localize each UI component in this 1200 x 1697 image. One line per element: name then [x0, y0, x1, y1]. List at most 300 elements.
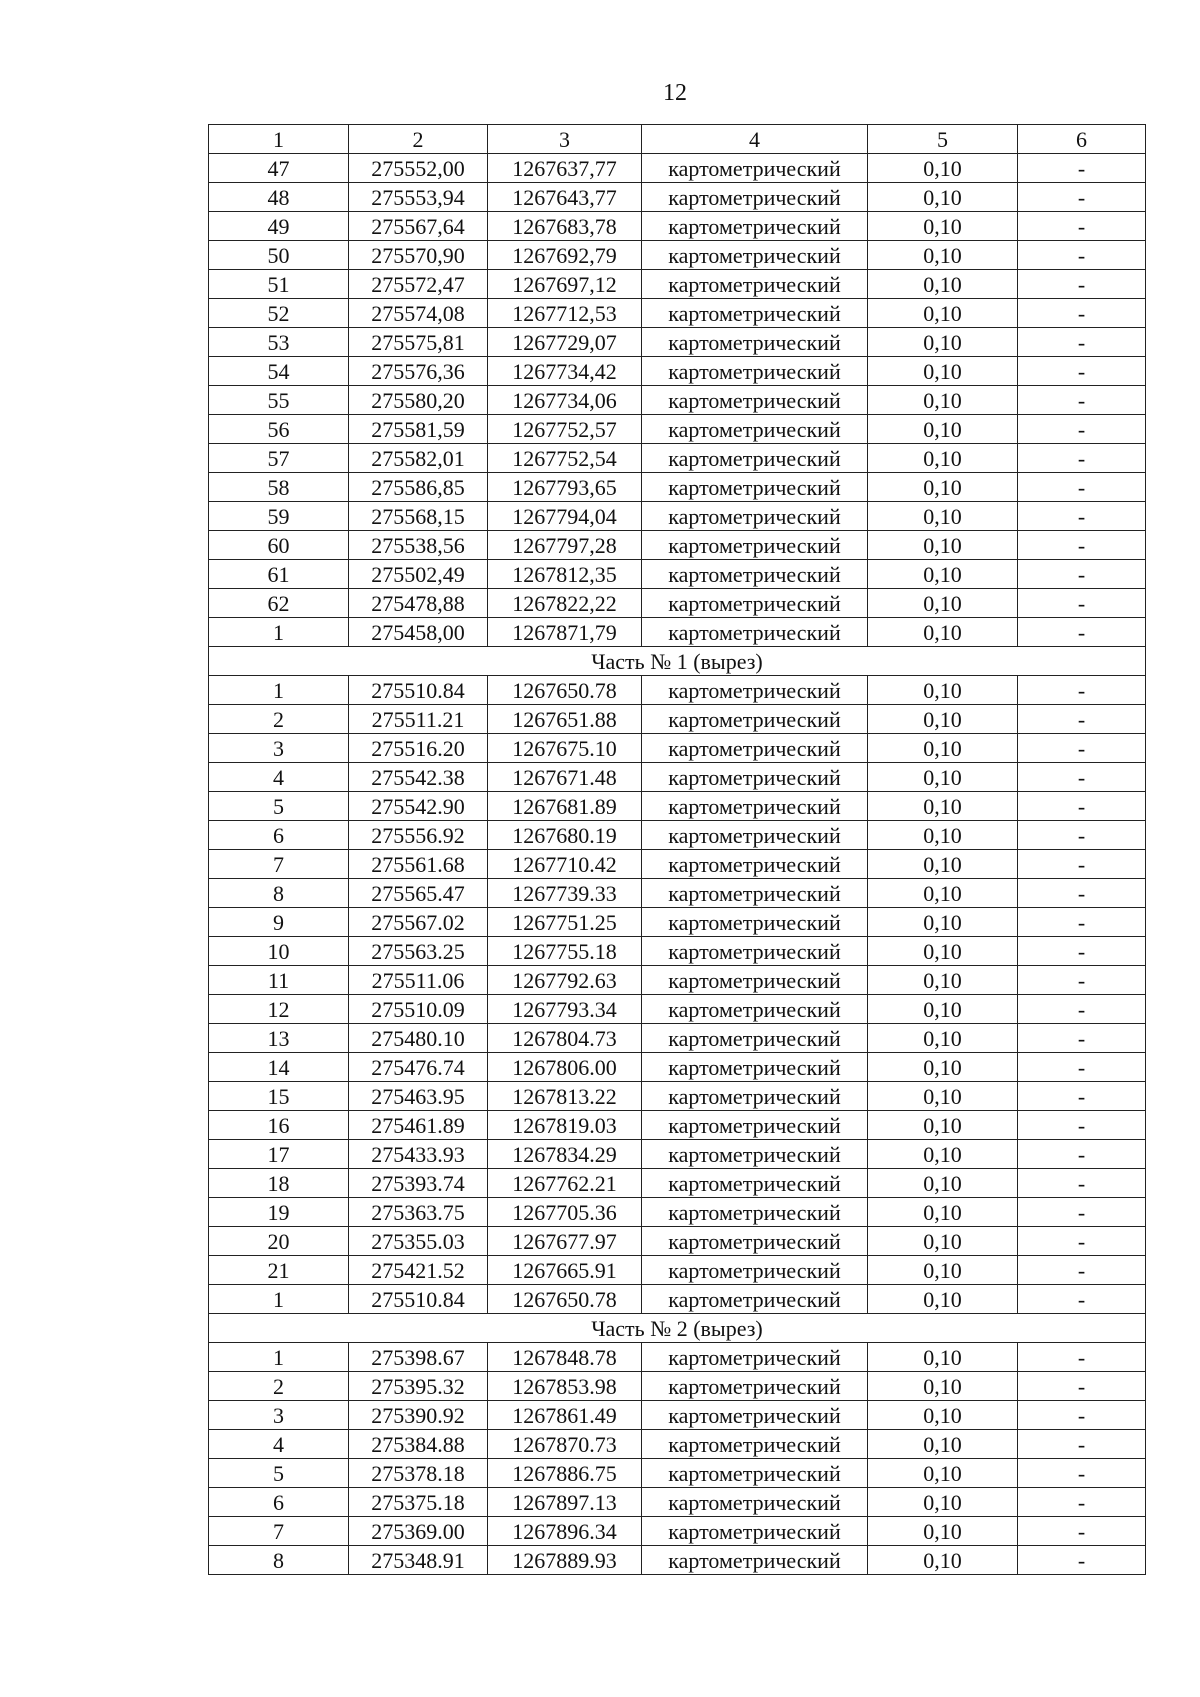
- point-number-cell: 7: [209, 1517, 349, 1546]
- x-coordinate-cell: 275348.91: [349, 1546, 488, 1575]
- y-coordinate-cell: 1267650.78: [488, 676, 642, 705]
- y-coordinate-cell: 1267806.00: [488, 1053, 642, 1082]
- table-row: [209, 1517, 1146, 1546]
- method-cell: картометрический: [642, 937, 868, 966]
- table-row: [209, 1082, 1146, 1111]
- table-row: [209, 502, 1146, 531]
- table-row: [209, 1285, 1146, 1314]
- table-row: [209, 995, 1146, 1024]
- accuracy-cell: 0,10: [868, 1517, 1018, 1546]
- method-cell: картометрический: [642, 415, 868, 444]
- x-coordinate-cell: 275421.52: [349, 1256, 488, 1285]
- note-cell: -: [1018, 1111, 1146, 1140]
- y-coordinate-cell: 1267643,77: [488, 183, 642, 212]
- point-number-cell: 53: [209, 328, 349, 357]
- method-cell: картометрический: [642, 1024, 868, 1053]
- method-cell: картометрический: [642, 1401, 868, 1430]
- accuracy-cell: 0,10: [868, 1459, 1018, 1488]
- x-coordinate-cell: 275433.93: [349, 1140, 488, 1169]
- y-coordinate-cell: 1267697,12: [488, 270, 642, 299]
- x-coordinate-cell: 275567.02: [349, 908, 488, 937]
- y-coordinate-cell: 1267671.48: [488, 763, 642, 792]
- note-cell: -: [1018, 908, 1146, 937]
- y-coordinate-cell: 1267677.97: [488, 1227, 642, 1256]
- accuracy-cell: 0,10: [868, 589, 1018, 618]
- point-number-cell: 6: [209, 821, 349, 850]
- table-row: [209, 966, 1146, 995]
- table-row: [209, 734, 1146, 763]
- note-cell: -: [1018, 212, 1146, 241]
- table-row: [209, 1401, 1146, 1430]
- y-coordinate-cell: 1267848.78: [488, 1343, 642, 1372]
- note-cell: -: [1018, 1285, 1146, 1314]
- note-cell: -: [1018, 995, 1146, 1024]
- note-cell: -: [1018, 183, 1146, 212]
- note-cell: -: [1018, 1488, 1146, 1517]
- y-coordinate-cell: 1267650.78: [488, 1285, 642, 1314]
- accuracy-cell: 0,10: [868, 357, 1018, 386]
- x-coordinate-cell: 275511.21: [349, 705, 488, 734]
- method-cell: картометрический: [642, 1343, 868, 1372]
- table-row: [209, 154, 1146, 183]
- note-cell: -: [1018, 1198, 1146, 1227]
- table-row: [209, 676, 1146, 705]
- accuracy-cell: 0,10: [868, 1372, 1018, 1401]
- y-coordinate-cell: 1267870.73: [488, 1430, 642, 1459]
- x-coordinate-cell: 275561.68: [349, 850, 488, 879]
- accuracy-cell: 0,10: [868, 676, 1018, 705]
- method-cell: картометрический: [642, 241, 868, 270]
- x-coordinate-cell: 275575,81: [349, 328, 488, 357]
- method-cell: картометрический: [642, 1082, 868, 1111]
- accuracy-cell: 0,10: [868, 1488, 1018, 1517]
- x-coordinate-cell: 275563.25: [349, 937, 488, 966]
- table-row: [209, 1372, 1146, 1401]
- y-coordinate-cell: 1267734,06: [488, 386, 642, 415]
- table-row: [209, 357, 1146, 386]
- accuracy-cell: 0,10: [868, 560, 1018, 589]
- point-number-cell: 54: [209, 357, 349, 386]
- note-cell: -: [1018, 618, 1146, 647]
- accuracy-cell: 0,10: [868, 763, 1018, 792]
- x-coordinate-cell: 275355.03: [349, 1227, 488, 1256]
- note-cell: -: [1018, 444, 1146, 473]
- method-cell: картометрический: [642, 1488, 868, 1517]
- method-cell: картометрический: [642, 357, 868, 386]
- note-cell: -: [1018, 270, 1146, 299]
- table-row: [209, 299, 1146, 328]
- method-cell: картометрический: [642, 705, 868, 734]
- accuracy-cell: 0,10: [868, 1169, 1018, 1198]
- table-row: [209, 473, 1146, 502]
- accuracy-cell: 0,10: [868, 966, 1018, 995]
- accuracy-cell: 0,10: [868, 183, 1018, 212]
- method-cell: картометрический: [642, 1285, 868, 1314]
- table-row: [209, 1140, 1146, 1169]
- method-cell: картометрический: [642, 473, 868, 502]
- table-row: [209, 531, 1146, 560]
- note-cell: -: [1018, 1517, 1146, 1546]
- point-number-cell: 3: [209, 1401, 349, 1430]
- table-row: [209, 618, 1146, 647]
- y-coordinate-cell: 1267751.25: [488, 908, 642, 937]
- note-cell: -: [1018, 1343, 1146, 1372]
- x-coordinate-cell: 275568,15: [349, 502, 488, 531]
- x-coordinate-cell: 275461.89: [349, 1111, 488, 1140]
- note-cell: -: [1018, 473, 1146, 502]
- accuracy-cell: 0,10: [868, 995, 1018, 1024]
- point-number-cell: 1: [209, 618, 349, 647]
- accuracy-cell: 0,10: [868, 821, 1018, 850]
- method-cell: картометрический: [642, 908, 868, 937]
- y-coordinate-cell: 1267794,04: [488, 502, 642, 531]
- method-cell: картометрический: [642, 531, 868, 560]
- table-row: [209, 183, 1146, 212]
- header-cell: 6: [1018, 125, 1146, 154]
- table-row: [209, 1256, 1146, 1285]
- point-number-cell: 6: [209, 1488, 349, 1517]
- note-cell: -: [1018, 1372, 1146, 1401]
- method-cell: картометрический: [642, 821, 868, 850]
- point-number-cell: 12: [209, 995, 349, 1024]
- x-coordinate-cell: 275480.10: [349, 1024, 488, 1053]
- method-cell: картометрический: [642, 1140, 868, 1169]
- x-coordinate-cell: 275556.92: [349, 821, 488, 850]
- point-number-cell: 61: [209, 560, 349, 589]
- x-coordinate-cell: 275398.67: [349, 1343, 488, 1372]
- x-coordinate-cell: 275565.47: [349, 879, 488, 908]
- accuracy-cell: 0,10: [868, 531, 1018, 560]
- table-row: [209, 850, 1146, 879]
- coordinates-table-body: [209, 125, 1146, 1575]
- note-cell: -: [1018, 1430, 1146, 1459]
- x-coordinate-cell: 275510.84: [349, 1285, 488, 1314]
- table-row: [209, 763, 1146, 792]
- x-coordinate-cell: 275390.92: [349, 1401, 488, 1430]
- accuracy-cell: 0,10: [868, 1227, 1018, 1256]
- x-coordinate-cell: 275502,49: [349, 560, 488, 589]
- accuracy-cell: 0,10: [868, 299, 1018, 328]
- y-coordinate-cell: 1267675.10: [488, 734, 642, 763]
- method-cell: картометрический: [642, 1459, 868, 1488]
- method-cell: картометрический: [642, 589, 868, 618]
- accuracy-cell: 0,10: [868, 1343, 1018, 1372]
- point-number-cell: 51: [209, 270, 349, 299]
- note-cell: -: [1018, 966, 1146, 995]
- point-number-cell: 5: [209, 1459, 349, 1488]
- x-coordinate-cell: 275580,20: [349, 386, 488, 415]
- point-number-cell: 59: [209, 502, 349, 531]
- accuracy-cell: 0,10: [868, 386, 1018, 415]
- y-coordinate-cell: 1267762.21: [488, 1169, 642, 1198]
- accuracy-cell: 0,10: [868, 908, 1018, 937]
- x-coordinate-cell: 275395.32: [349, 1372, 488, 1401]
- point-number-cell: 4: [209, 763, 349, 792]
- accuracy-cell: 0,10: [868, 1401, 1018, 1430]
- note-cell: -: [1018, 241, 1146, 270]
- table-row: [209, 386, 1146, 415]
- x-coordinate-cell: 275586,85: [349, 473, 488, 502]
- header-cell: 4: [642, 125, 868, 154]
- point-number-cell: 11: [209, 966, 349, 995]
- point-number-cell: 16: [209, 1111, 349, 1140]
- accuracy-cell: 0,10: [868, 270, 1018, 299]
- table-row: [209, 821, 1146, 850]
- point-number-cell: 55: [209, 386, 349, 415]
- note-cell: -: [1018, 1256, 1146, 1285]
- x-coordinate-cell: 275458,00: [349, 618, 488, 647]
- method-cell: картометрический: [642, 154, 868, 183]
- x-coordinate-cell: 275576,36: [349, 357, 488, 386]
- x-coordinate-cell: 275378.18: [349, 1459, 488, 1488]
- method-cell: картометрический: [642, 1053, 868, 1082]
- point-number-cell: 1: [209, 1285, 349, 1314]
- table-row: [209, 1546, 1146, 1575]
- point-number-cell: 8: [209, 1546, 349, 1575]
- point-number-cell: 49: [209, 212, 349, 241]
- point-number-cell: 21: [209, 1256, 349, 1285]
- note-cell: -: [1018, 589, 1146, 618]
- note-cell: -: [1018, 415, 1146, 444]
- section-title-row: [209, 647, 1146, 676]
- x-coordinate-cell: 275369.00: [349, 1517, 488, 1546]
- y-coordinate-cell: 1267665.91: [488, 1256, 642, 1285]
- method-cell: картометрический: [642, 763, 868, 792]
- point-number-cell: 57: [209, 444, 349, 473]
- table-row: [209, 792, 1146, 821]
- method-cell: картометрический: [642, 995, 868, 1024]
- accuracy-cell: 0,10: [868, 1198, 1018, 1227]
- method-cell: картометрический: [642, 879, 868, 908]
- x-coordinate-cell: 275538,56: [349, 531, 488, 560]
- table-row: [209, 1198, 1146, 1227]
- table-row: [209, 270, 1146, 299]
- x-coordinate-cell: 275511.06: [349, 966, 488, 995]
- y-coordinate-cell: 1267812,35: [488, 560, 642, 589]
- note-cell: -: [1018, 1546, 1146, 1575]
- y-coordinate-cell: 1267683,78: [488, 212, 642, 241]
- table-row: [209, 1430, 1146, 1459]
- point-number-cell: 14: [209, 1053, 349, 1082]
- table-row: [209, 328, 1146, 357]
- method-cell: картометрический: [642, 1430, 868, 1459]
- point-number-cell: 15: [209, 1082, 349, 1111]
- method-cell: картометрический: [642, 734, 868, 763]
- point-number-cell: 50: [209, 241, 349, 270]
- point-number-cell: 58: [209, 473, 349, 502]
- x-coordinate-cell: 275476.74: [349, 1053, 488, 1082]
- method-cell: картометрический: [642, 618, 868, 647]
- method-cell: картометрический: [642, 850, 868, 879]
- table-row: [209, 937, 1146, 966]
- y-coordinate-cell: 1267834.29: [488, 1140, 642, 1169]
- y-coordinate-cell: 1267734,42: [488, 357, 642, 386]
- y-coordinate-cell: 1267793.34: [488, 995, 642, 1024]
- method-cell: картометрический: [642, 444, 868, 473]
- x-coordinate-cell: 275542.90: [349, 792, 488, 821]
- table-row: [209, 589, 1146, 618]
- note-cell: -: [1018, 763, 1146, 792]
- accuracy-cell: 0,10: [868, 473, 1018, 502]
- point-number-cell: 13: [209, 1024, 349, 1053]
- x-coordinate-cell: 275516.20: [349, 734, 488, 763]
- method-cell: картометрический: [642, 966, 868, 995]
- y-coordinate-cell: 1267755.18: [488, 937, 642, 966]
- note-cell: -: [1018, 328, 1146, 357]
- table-row: [209, 212, 1146, 241]
- x-coordinate-cell: 275375.18: [349, 1488, 488, 1517]
- method-cell: картометрический: [642, 1198, 868, 1227]
- x-coordinate-cell: 275581,59: [349, 415, 488, 444]
- point-number-cell: 18: [209, 1169, 349, 1198]
- y-coordinate-cell: 1267705.36: [488, 1198, 642, 1227]
- y-coordinate-cell: 1267752,54: [488, 444, 642, 473]
- method-cell: картометрический: [642, 299, 868, 328]
- note-cell: -: [1018, 531, 1146, 560]
- x-coordinate-cell: 275574,08: [349, 299, 488, 328]
- accuracy-cell: 0,10: [868, 1053, 1018, 1082]
- note-cell: -: [1018, 357, 1146, 386]
- method-cell: картометрический: [642, 1227, 868, 1256]
- y-coordinate-cell: 1267853.98: [488, 1372, 642, 1401]
- y-coordinate-cell: 1267681.89: [488, 792, 642, 821]
- table-row: [209, 415, 1146, 444]
- header-row: [209, 125, 1146, 154]
- accuracy-cell: 0,10: [868, 1546, 1018, 1575]
- note-cell: -: [1018, 154, 1146, 183]
- table-row: [209, 560, 1146, 589]
- y-coordinate-cell: 1267692,79: [488, 241, 642, 270]
- point-number-cell: 20: [209, 1227, 349, 1256]
- y-coordinate-cell: 1267822,22: [488, 589, 642, 618]
- point-number-cell: 48: [209, 183, 349, 212]
- table-row: [209, 444, 1146, 473]
- note-cell: -: [1018, 386, 1146, 415]
- table-row: [209, 1343, 1146, 1372]
- note-cell: -: [1018, 502, 1146, 531]
- table-row: [209, 1111, 1146, 1140]
- method-cell: картометрический: [642, 1111, 868, 1140]
- method-cell: картометрический: [642, 1372, 868, 1401]
- method-cell: картометрический: [642, 212, 868, 241]
- point-number-cell: 8: [209, 879, 349, 908]
- table-row: [209, 879, 1146, 908]
- note-cell: -: [1018, 850, 1146, 879]
- accuracy-cell: 0,10: [868, 1285, 1018, 1314]
- method-cell: картометрический: [642, 560, 868, 589]
- y-coordinate-cell: 1267651.88: [488, 705, 642, 734]
- accuracy-cell: 0,10: [868, 1111, 1018, 1140]
- x-coordinate-cell: 275567,64: [349, 212, 488, 241]
- note-cell: -: [1018, 705, 1146, 734]
- x-coordinate-cell: 275572,47: [349, 270, 488, 299]
- point-number-cell: 3: [209, 734, 349, 763]
- note-cell: -: [1018, 821, 1146, 850]
- y-coordinate-cell: 1267637,77: [488, 154, 642, 183]
- note-cell: -: [1018, 1227, 1146, 1256]
- note-cell: -: [1018, 879, 1146, 908]
- point-number-cell: 56: [209, 415, 349, 444]
- accuracy-cell: 0,10: [868, 850, 1018, 879]
- note-cell: -: [1018, 1459, 1146, 1488]
- point-number-cell: 17: [209, 1140, 349, 1169]
- point-number-cell: 1: [209, 1343, 349, 1372]
- header-cell: 5: [868, 125, 1018, 154]
- x-coordinate-cell: 275510.09: [349, 995, 488, 1024]
- x-coordinate-cell: 275582,01: [349, 444, 488, 473]
- table-row: [209, 1169, 1146, 1198]
- header-cell: 2: [349, 125, 488, 154]
- method-cell: картометрический: [642, 1256, 868, 1285]
- x-coordinate-cell: 275363.75: [349, 1198, 488, 1227]
- note-cell: -: [1018, 1401, 1146, 1430]
- table-row: [209, 1227, 1146, 1256]
- y-coordinate-cell: 1267797,28: [488, 531, 642, 560]
- x-coordinate-cell: 275570,90: [349, 241, 488, 270]
- point-number-cell: 2: [209, 705, 349, 734]
- y-coordinate-cell: 1267819.03: [488, 1111, 642, 1140]
- y-coordinate-cell: 1267680.19: [488, 821, 642, 850]
- y-coordinate-cell: 1267752,57: [488, 415, 642, 444]
- method-cell: картометрический: [642, 386, 868, 415]
- table-row: [209, 1053, 1146, 1082]
- x-coordinate-cell: 275463.95: [349, 1082, 488, 1111]
- accuracy-cell: 0,10: [868, 1256, 1018, 1285]
- accuracy-cell: 0,10: [868, 937, 1018, 966]
- point-number-cell: 47: [209, 154, 349, 183]
- y-coordinate-cell: 1267710.42: [488, 850, 642, 879]
- note-cell: -: [1018, 937, 1146, 966]
- accuracy-cell: 0,10: [868, 444, 1018, 473]
- method-cell: картометрический: [642, 502, 868, 531]
- point-number-cell: 1: [209, 676, 349, 705]
- table-row: [209, 241, 1146, 270]
- note-cell: -: [1018, 1024, 1146, 1053]
- accuracy-cell: 0,10: [868, 1024, 1018, 1053]
- point-number-cell: 60: [209, 531, 349, 560]
- point-number-cell: 10: [209, 937, 349, 966]
- table-row: [209, 1459, 1146, 1488]
- y-coordinate-cell: 1267861.49: [488, 1401, 642, 1430]
- accuracy-cell: 0,10: [868, 415, 1018, 444]
- y-coordinate-cell: 1267896.34: [488, 1517, 642, 1546]
- section-title: Часть № 2 (вырез): [209, 1314, 1146, 1343]
- accuracy-cell: 0,10: [868, 1430, 1018, 1459]
- x-coordinate-cell: 275478,88: [349, 589, 488, 618]
- accuracy-cell: 0,10: [868, 734, 1018, 763]
- coordinates-table: [208, 124, 1146, 1575]
- accuracy-cell: 0,10: [868, 212, 1018, 241]
- y-coordinate-cell: 1267793,65: [488, 473, 642, 502]
- page-number: 12: [663, 80, 687, 106]
- method-cell: картометрический: [642, 792, 868, 821]
- y-coordinate-cell: 1267889.93: [488, 1546, 642, 1575]
- note-cell: -: [1018, 676, 1146, 705]
- method-cell: картометрический: [642, 270, 868, 299]
- point-number-cell: 19: [209, 1198, 349, 1227]
- accuracy-cell: 0,10: [868, 618, 1018, 647]
- table-row: [209, 1024, 1146, 1053]
- note-cell: -: [1018, 1169, 1146, 1198]
- y-coordinate-cell: 1267871,79: [488, 618, 642, 647]
- accuracy-cell: 0,10: [868, 154, 1018, 183]
- section-title-row: [209, 1314, 1146, 1343]
- x-coordinate-cell: 275393.74: [349, 1169, 488, 1198]
- header-cell: 3: [488, 125, 642, 154]
- note-cell: -: [1018, 792, 1146, 821]
- note-cell: -: [1018, 734, 1146, 763]
- method-cell: картометрический: [642, 676, 868, 705]
